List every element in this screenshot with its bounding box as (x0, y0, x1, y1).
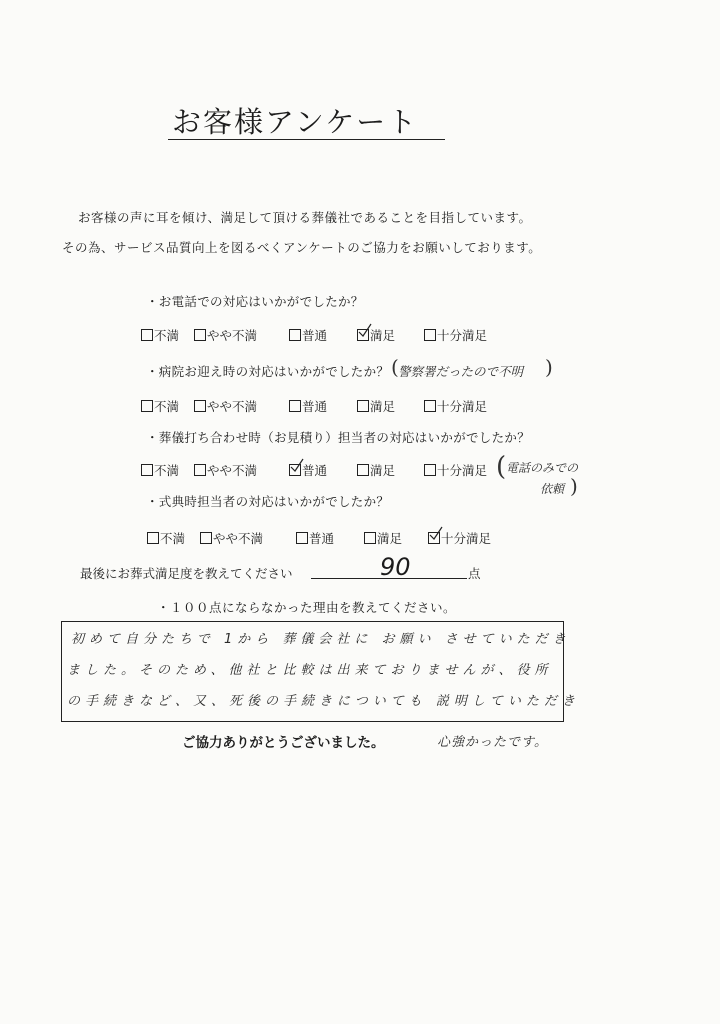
q3-option-normal[interactable] (289, 461, 327, 479)
checkbox-icon[interactable] (141, 464, 153, 476)
page-title: お客様アンケート (172, 105, 419, 139)
thanks-message: ご協力ありがとうございました。 (182, 735, 385, 751)
intro-line-1: お客様の声に耳を傾け、満足して頂ける葬儀社であることを目指しています。 (78, 210, 532, 225)
option-label: やや不満 (207, 328, 258, 343)
option-label: 十分満足 (437, 328, 488, 343)
handwritten-note-meeting-2: 依頼 (540, 482, 565, 496)
option-label: やや不満 (213, 531, 264, 546)
checkbox-icon[interactable] (296, 532, 308, 544)
checkbox-icon[interactable] (194, 329, 206, 341)
q4-option-somewhat-dissatisfied[interactable] (200, 529, 263, 547)
option-label: やや不満 (207, 463, 258, 478)
checkbox-icon[interactable] (147, 532, 159, 544)
option-label: 不満 (160, 531, 186, 546)
handwritten-note-hospital: 警察署だったので不明 (398, 364, 524, 379)
checkbox-icon[interactable] (289, 329, 301, 341)
checkbox-icon[interactable] (289, 464, 301, 476)
check-mark-icon (428, 526, 444, 542)
q3-option-dissatisfied[interactable] (141, 461, 179, 479)
q1-option-somewhat-dissatisfied[interactable] (194, 326, 257, 344)
option-label: 満足 (370, 399, 396, 414)
q4-option-very-satisfied[interactable] (428, 529, 491, 547)
option-label: 普通 (309, 531, 335, 546)
checkbox-icon[interactable] (364, 532, 376, 544)
checkbox-icon[interactable] (141, 400, 153, 412)
q2-option-dissatisfied[interactable] (141, 397, 179, 415)
score-label: 最後にお葬式満足度を教えてください (80, 566, 293, 581)
q4-option-normal[interactable] (296, 529, 334, 547)
checkbox-icon[interactable] (357, 464, 369, 476)
option-label: やや不満 (207, 399, 258, 414)
title-underline (168, 139, 445, 140)
q2-option-very-satisfied[interactable] (424, 397, 487, 415)
option-label: 普通 (302, 463, 328, 478)
checkbox-icon[interactable] (424, 464, 436, 476)
q1-option-very-satisfied[interactable] (424, 326, 487, 344)
q1-option-satisfied[interactable] (357, 326, 395, 344)
q2-option-satisfied[interactable] (357, 397, 395, 415)
q2-option-somewhat-dissatisfied[interactable] (194, 397, 257, 415)
option-label: 不満 (154, 328, 180, 343)
comment-line-1: 初めて自分たちで 1から 葬儀会社に お願い させていただき (71, 632, 571, 647)
option-label: 十分満足 (437, 399, 488, 414)
checkbox-icon[interactable] (428, 532, 440, 544)
option-label: 不満 (154, 399, 180, 414)
reason-prompt: ・１００点にならなかった理由を教えてください。 (157, 600, 457, 615)
q1-option-normal[interactable] (289, 326, 327, 344)
option-label: 満足 (377, 531, 403, 546)
q3-option-satisfied[interactable] (357, 461, 395, 479)
checkbox-icon[interactable] (194, 464, 206, 476)
check-mark-icon (357, 323, 373, 339)
checkbox-icon[interactable] (357, 329, 369, 341)
option-label: 満足 (370, 328, 396, 343)
question-hospital-pickup: ・病院お迎え時の対応はいかがでしたか？ (146, 364, 390, 379)
score-unit: 点 (468, 566, 481, 581)
q1-option-dissatisfied[interactable] (141, 326, 179, 344)
option-label: 普通 (302, 328, 328, 343)
check-mark-icon (289, 458, 305, 474)
checkbox-icon[interactable] (357, 400, 369, 412)
checkbox-icon[interactable] (200, 532, 212, 544)
checkbox-icon[interactable] (424, 400, 436, 412)
option-label: 不満 (154, 463, 180, 478)
option-label: 十分満足 (437, 463, 488, 478)
q3-option-very-satisfied[interactable] (424, 461, 487, 479)
note-paren-open: ( (391, 355, 399, 379)
q2-option-normal[interactable] (289, 397, 327, 415)
question-ceremony-staff: ・式典時担当者の対応はいかがでしたか？ (146, 494, 390, 509)
option-label: 普通 (302, 399, 328, 414)
note-paren-close: ) (545, 355, 553, 379)
question-phone-response: ・お電話での対応はいかがでしたか？ (146, 294, 364, 309)
q3-option-somewhat-dissatisfied[interactable] (194, 461, 257, 479)
note-paren-open: ( (496, 452, 507, 482)
question-funeral-meeting: ・葬儀打ち合わせ時（お見積り）担当者の対応はいかがでしたか？ (146, 430, 531, 445)
option-label: 十分満足 (441, 531, 492, 546)
option-label: 満足 (370, 463, 396, 478)
checkbox-icon[interactable] (141, 329, 153, 341)
comment-line-3: の手続きなど、又、死後の手続きについても 説明していただき (67, 694, 580, 709)
comment-line-2: ました。そのため、他社と比較は出来ておりませんが、役所 (67, 663, 553, 678)
intro-line-2: その為、サービス品質向上を図るべくアンケートのご協力をお願いしております。 (62, 240, 542, 255)
score-value: 90 (380, 553, 411, 581)
handwritten-thanks-note: 心強かったです。 (437, 735, 548, 750)
handwritten-note-meeting-1: 電話のみでの (506, 461, 579, 475)
note-paren-close: ) (570, 474, 578, 498)
checkbox-icon[interactable] (424, 329, 436, 341)
q4-option-satisfied[interactable] (364, 529, 402, 547)
q4-option-dissatisfied[interactable] (147, 529, 185, 547)
checkbox-icon[interactable] (289, 400, 301, 412)
checkbox-icon[interactable] (194, 400, 206, 412)
